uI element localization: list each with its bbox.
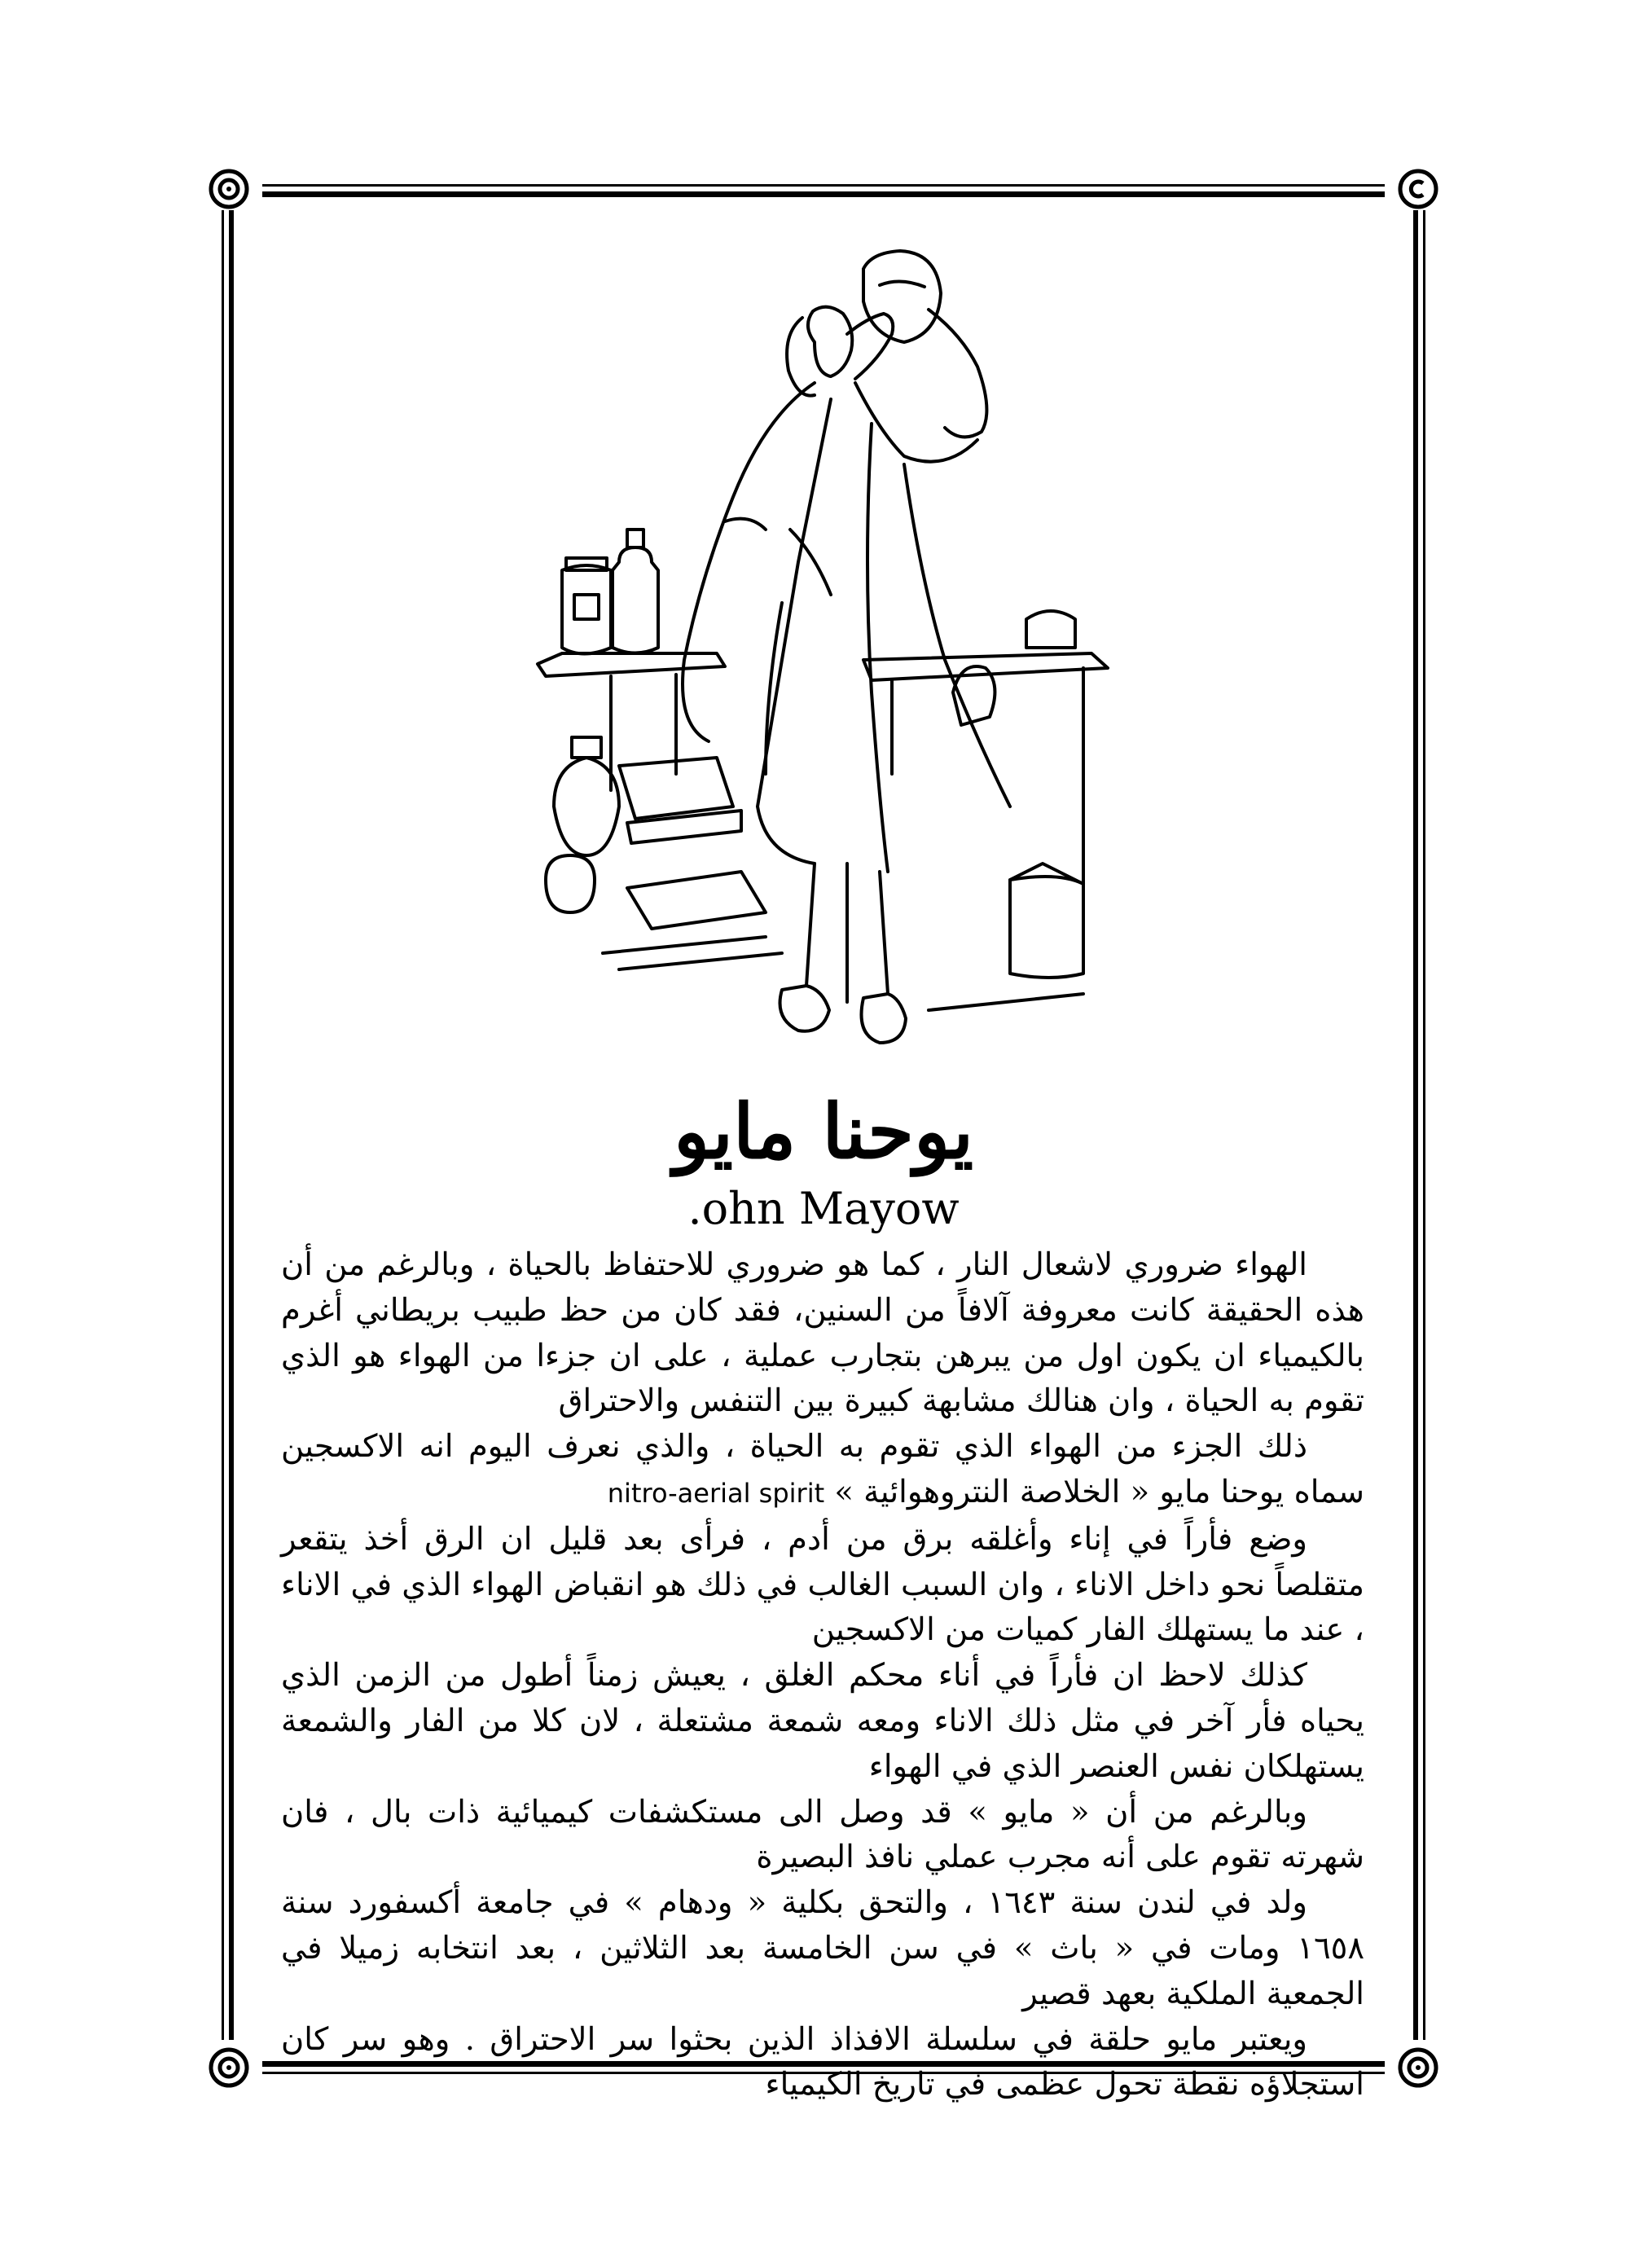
- illustration-scientist-with-jar: [521, 236, 1124, 1092]
- corner-ornament-top-right: [1397, 168, 1439, 210]
- frame-top-outer: [262, 184, 1385, 187]
- corner-ornament-top-left: [208, 168, 250, 210]
- page-title-arabic: يوحنا مايو: [673, 1088, 974, 1176]
- article-body: [281, 1242, 1364, 2108]
- corner-ornament-bottom-right: [1397, 2046, 1439, 2089]
- paragraph-3: وضع فأراً في إناء وأغلقه برق من أدم ، فرأى بعد قليل ان الرق أخذ يتقعر متقلصاً نحو داخل الاناء ، وان السبب الغالب في ذلك هو انقباض الهواء الذي في الاناء ، عند ما يستهلك الفار كميات من الاكسجين: [281, 1520, 1364, 1649]
- paragraph-1: الهواء ضروري لاشعال النار ، كما هو ضروري للاحتفاظ بالحياة ، وبالرغم من أن هذه الحقيقة كانت معروفة آلافاً من السنين، فقد كان من حظ طبيب بريطاني أغرم بالكيمياء ان يكون اول من يبرهن بتجارب عملية ، على ان جزءا من الهواء هو الذي تقوم به الحياة ، وان هنالك مشابهة كبيرة بين التنفس والاحتراق: [281, 1246, 1364, 1420]
- frame-top-inner: [262, 191, 1385, 197]
- paragraph-4: كذلك لاحظ ان فأراً في أناء محكم الغلق ، يعيش زمناً أطول من الزمن الذي يحياه فأر آخر في مثل ذلك الاناء ومعه شمعة مشتعلة ، لان كلا من الفار والشمعة يستهلكان نفس العنصر الذي في الهواء: [281, 1657, 1364, 1785]
- corner-ornament-bottom-left: [208, 2046, 250, 2089]
- paragraph-7: ويعتبر مايو حلقة في سلسلة الافذاذ الذين بحثوا سر الاحتراق . وهو سر كان استجلاؤه نقطة تحول عظمى في تاريخ الكيمياء: [281, 2020, 1364, 2103]
- paragraph-6: ولد في لندن سنة ١٦٤٣ ، والتحق بكلية « ودهام » في جامعة أكسفورد سنة ١٦٥٨ ومات في « باث » في سن الخامسة بعد الثلاثين ، بعد انتخابه زميلا في الجمعية الملكية بعهد قصير: [281, 1884, 1364, 2012]
- page-title-english: .ohn Mayow: [687, 1183, 960, 1234]
- paragraph-5: وبالرغم من أن « مايو » قد وصل الى مستكشفات كيميائية ذات بال ، فان شهرته تقوم على أنه مجرب عملي نافذ البصيرة: [281, 1793, 1364, 1876]
- latin-term: nitro-aerial spirit: [607, 1477, 825, 1509]
- paragraph-2: ذلك الجزء من الهواء الذي تقوم به الحياة ، والذي نعرف اليوم انه الاكسجين سماه يوحنا مايو « الخلاصة النتروهوائية » nitro-aerial spirit: [281, 1428, 1364, 1510]
